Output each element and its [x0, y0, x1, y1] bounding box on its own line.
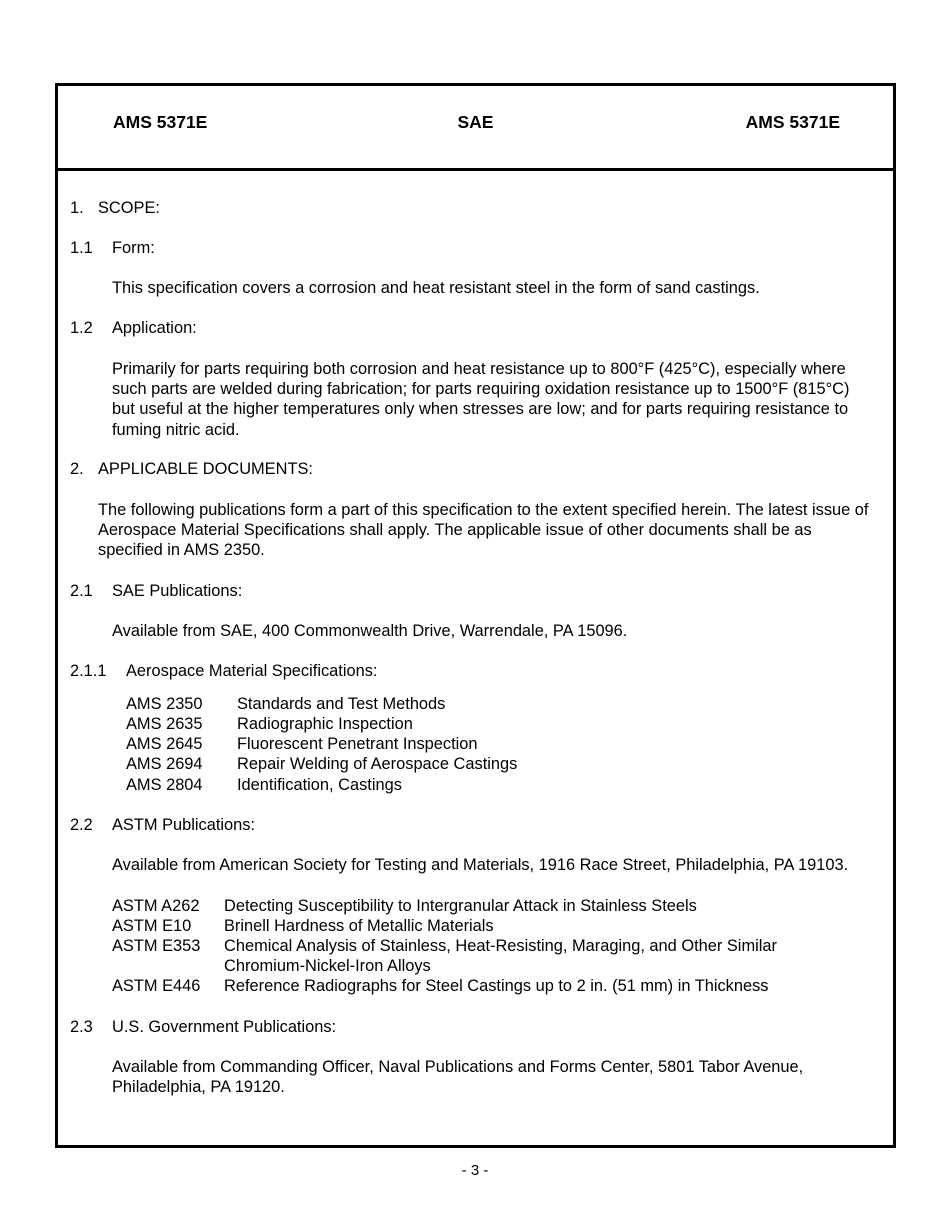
list-item-code: AMS 2645: [126, 735, 203, 753]
section-1-title: SCOPE:: [98, 199, 160, 217]
list-item-desc: Radiographic Inspection: [237, 715, 413, 733]
list-item-code: ASTM A262: [112, 897, 200, 915]
section-2-2-text: Available from American Society for Testing and Materials, 1916 Race Street, Philadelphia, PA 19103.: [112, 856, 849, 874]
section-2-3-text: Available from Commanding Officer, Naval Publications and Forms Center, 5801 Tabor Avenue, Philadelphia, PA 19120.: [112, 1058, 804, 1097]
section-2-2-number: 2.2: [70, 816, 93, 834]
section-1-2-title: Application:: [112, 319, 197, 337]
list-item-code: AMS 2635: [126, 715, 203, 733]
section-1-2-text: Primarily for parts requiring both corrosion and heat resistance up to 800°F (425°C), especially where such parts are welded during fabrication; for parts requiring oxidation resistance up to 1500°F (815°C) but useful at the higher temperatures only when stresses are low; and for parts requiring resistance to fuming nitric acid.: [112, 360, 850, 439]
section-2-1-number: 2.1: [70, 582, 93, 600]
section-2-1-1-title: Aerospace Material Specifications:: [126, 662, 378, 680]
page-number: - 3 -: [461, 1162, 489, 1179]
header-doc-number-right: AMS 5371E: [745, 112, 840, 132]
section-2-1-title: SAE Publications:: [112, 582, 243, 600]
list-item-code: ASTM E446: [112, 977, 201, 995]
section-2-3-number: 2.3: [70, 1018, 93, 1036]
list-item-code: AMS 2804: [126, 776, 203, 794]
list-item-desc: Reference Radiographs for Steel Castings up to 2 in. (51 mm) in Thickness: [224, 977, 769, 995]
section-1-1-text: This specification covers a corrosion and heat resistant steel in the form of sand castings.: [112, 279, 760, 297]
section-1-1-title: Form:: [112, 239, 155, 257]
list-item-code: ASTM E353: [112, 937, 201, 955]
list-item-code: AMS 2694: [126, 755, 203, 773]
section-2-1-text: Available from SAE, 400 Commonwealth Drive, Warrendale, PA 15096.: [112, 622, 628, 640]
list-item-desc: Standards and Test Methods: [237, 695, 446, 713]
section-2-1-1-number: 2.1.1: [70, 662, 107, 680]
list-item-code: AMS 2350: [126, 695, 203, 713]
list-item-desc: Brinell Hardness of Metallic Materials: [224, 917, 494, 935]
section-1-1-number: 1.1: [70, 239, 93, 257]
page-header: [58, 86, 893, 171]
section-2-text: The following publications form a part of this specification to the extent specified herein. The latest issue of Aerospace Material Specifications shall apply. The applicable issue of other documents shall be as specified in AMS 2350.: [98, 501, 869, 560]
section-2-title: APPLICABLE DOCUMENTS:: [98, 460, 313, 478]
section-1-number: 1.: [70, 199, 84, 217]
list-item-code: ASTM E10: [112, 917, 192, 935]
list-item-desc: Detecting Susceptibility to Intergranular Attack in Stainless Steels: [224, 897, 697, 915]
header-doc-number-left: AMS 5371E: [113, 112, 208, 132]
header-organization: SAE: [457, 112, 494, 132]
section-1-2-number: 1.2: [70, 319, 93, 337]
section-2-3-title: U.S. Government Publications:: [112, 1018, 337, 1036]
section-2-number: 2.: [70, 460, 84, 478]
list-item-desc: Identification, Castings: [237, 776, 402, 794]
list-item-desc: Repair Welding of Aerospace Castings: [237, 755, 518, 773]
section-2-2-title: ASTM Publications:: [112, 816, 256, 834]
list-item-desc: Chemical Analysis of Stainless, Heat-Resisting, Maraging, and Other Similar Chromium-Nickel-Iron Alloys: [224, 937, 777, 976]
list-item-desc: Fluorescent Penetrant Inspection: [237, 735, 478, 753]
